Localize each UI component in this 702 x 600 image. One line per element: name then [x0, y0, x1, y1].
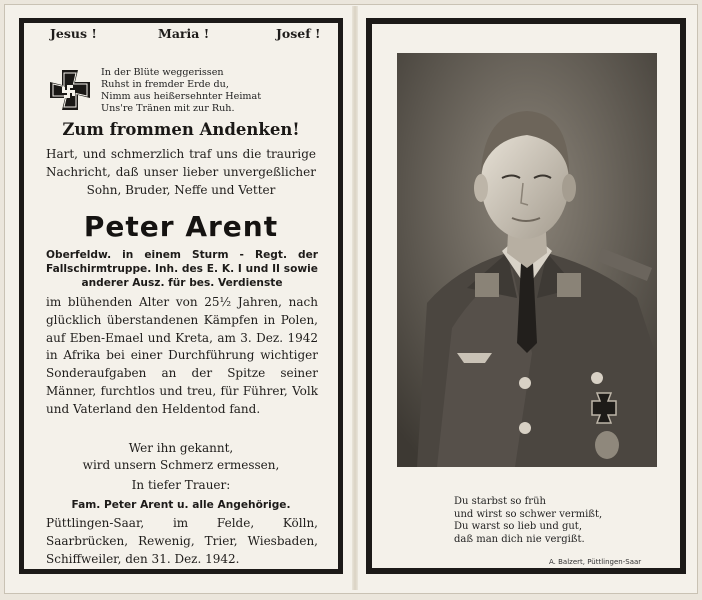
poem-line: Du warst so lieb und gut,	[454, 521, 582, 532]
closing-line: wird unsern Schmerz ermessen,	[82, 458, 280, 472]
maria-word: Maria !	[158, 26, 210, 41]
poem-line: daß man dich nie vergißt.	[454, 533, 585, 545]
intro-text: Hart, und schmerzlich traf uns die traurige Nachricht, daß unser lieber unvergeßlicher Sohn, Bruder, Neffe und Vetter	[46, 147, 316, 197]
right-poem	[454, 496, 602, 546]
card-fold	[352, 6, 358, 590]
deceased-name: Peter Arent	[83, 210, 279, 243]
poem-line: und wirst so schwer vermißt,	[454, 508, 603, 520]
left-poem	[101, 67, 261, 115]
poem-line: In der Blüte weggerissen	[101, 67, 224, 78]
mourning-text: In tiefer Trauer:	[131, 478, 231, 492]
body-text: im blühenden Alter von 25½ Jahren, nach glücklich überstandenen Kämpfen in Polen, auf Eben-Emael und Kreta, am 3. Dez. 1942 in Afrika bei einer Durchführung wichtiger Sonderaufgaben an der Spitze seiner Männer, furchtlos und treu, für Führer, Volk und Vaterland den Heldentod fand.	[46, 295, 318, 416]
poem-line: Du starbst so früh	[454, 496, 546, 507]
poem-line: Nimm aus heißersehnter Heimat	[101, 91, 262, 102]
soldier-portrait-image	[397, 53, 657, 467]
place-date-text: Püttlingen-Saar, im Felde, Kölln, Saarbrücken, Rewenig, Trier, Wiesbaden, Schiffweiler, den 31. Dez. 1942.	[46, 516, 318, 566]
closing-line: Wer ihn gekannt,	[128, 441, 234, 455]
rank-text: Oberfeldw. in einem Sturm - Regt. der Fallschirmtruppe. Inh. des E. K. I und II sowie anderer Ausz. für bes. Verdienste	[46, 249, 318, 289]
iron-cross-icon	[48, 68, 92, 112]
poem-line: Ruhst in fremder Erde du,	[101, 79, 229, 90]
jesus-word: Jesus !	[50, 26, 97, 41]
family-text: Fam. Peter Arent u. alle Angehörige.	[71, 499, 291, 511]
heading: Zum frommen Andenken!	[62, 120, 300, 139]
poem-line: Uns're Tränen mit zur Ruh.	[101, 103, 235, 114]
josef-word: Josef !	[276, 26, 321, 41]
top-invocation	[25, 26, 335, 42]
printer-credit: A. Balzert, Püttlingen-Saar	[549, 558, 642, 566]
closing-lines	[19, 440, 343, 474]
portrait-photo	[397, 53, 657, 467]
